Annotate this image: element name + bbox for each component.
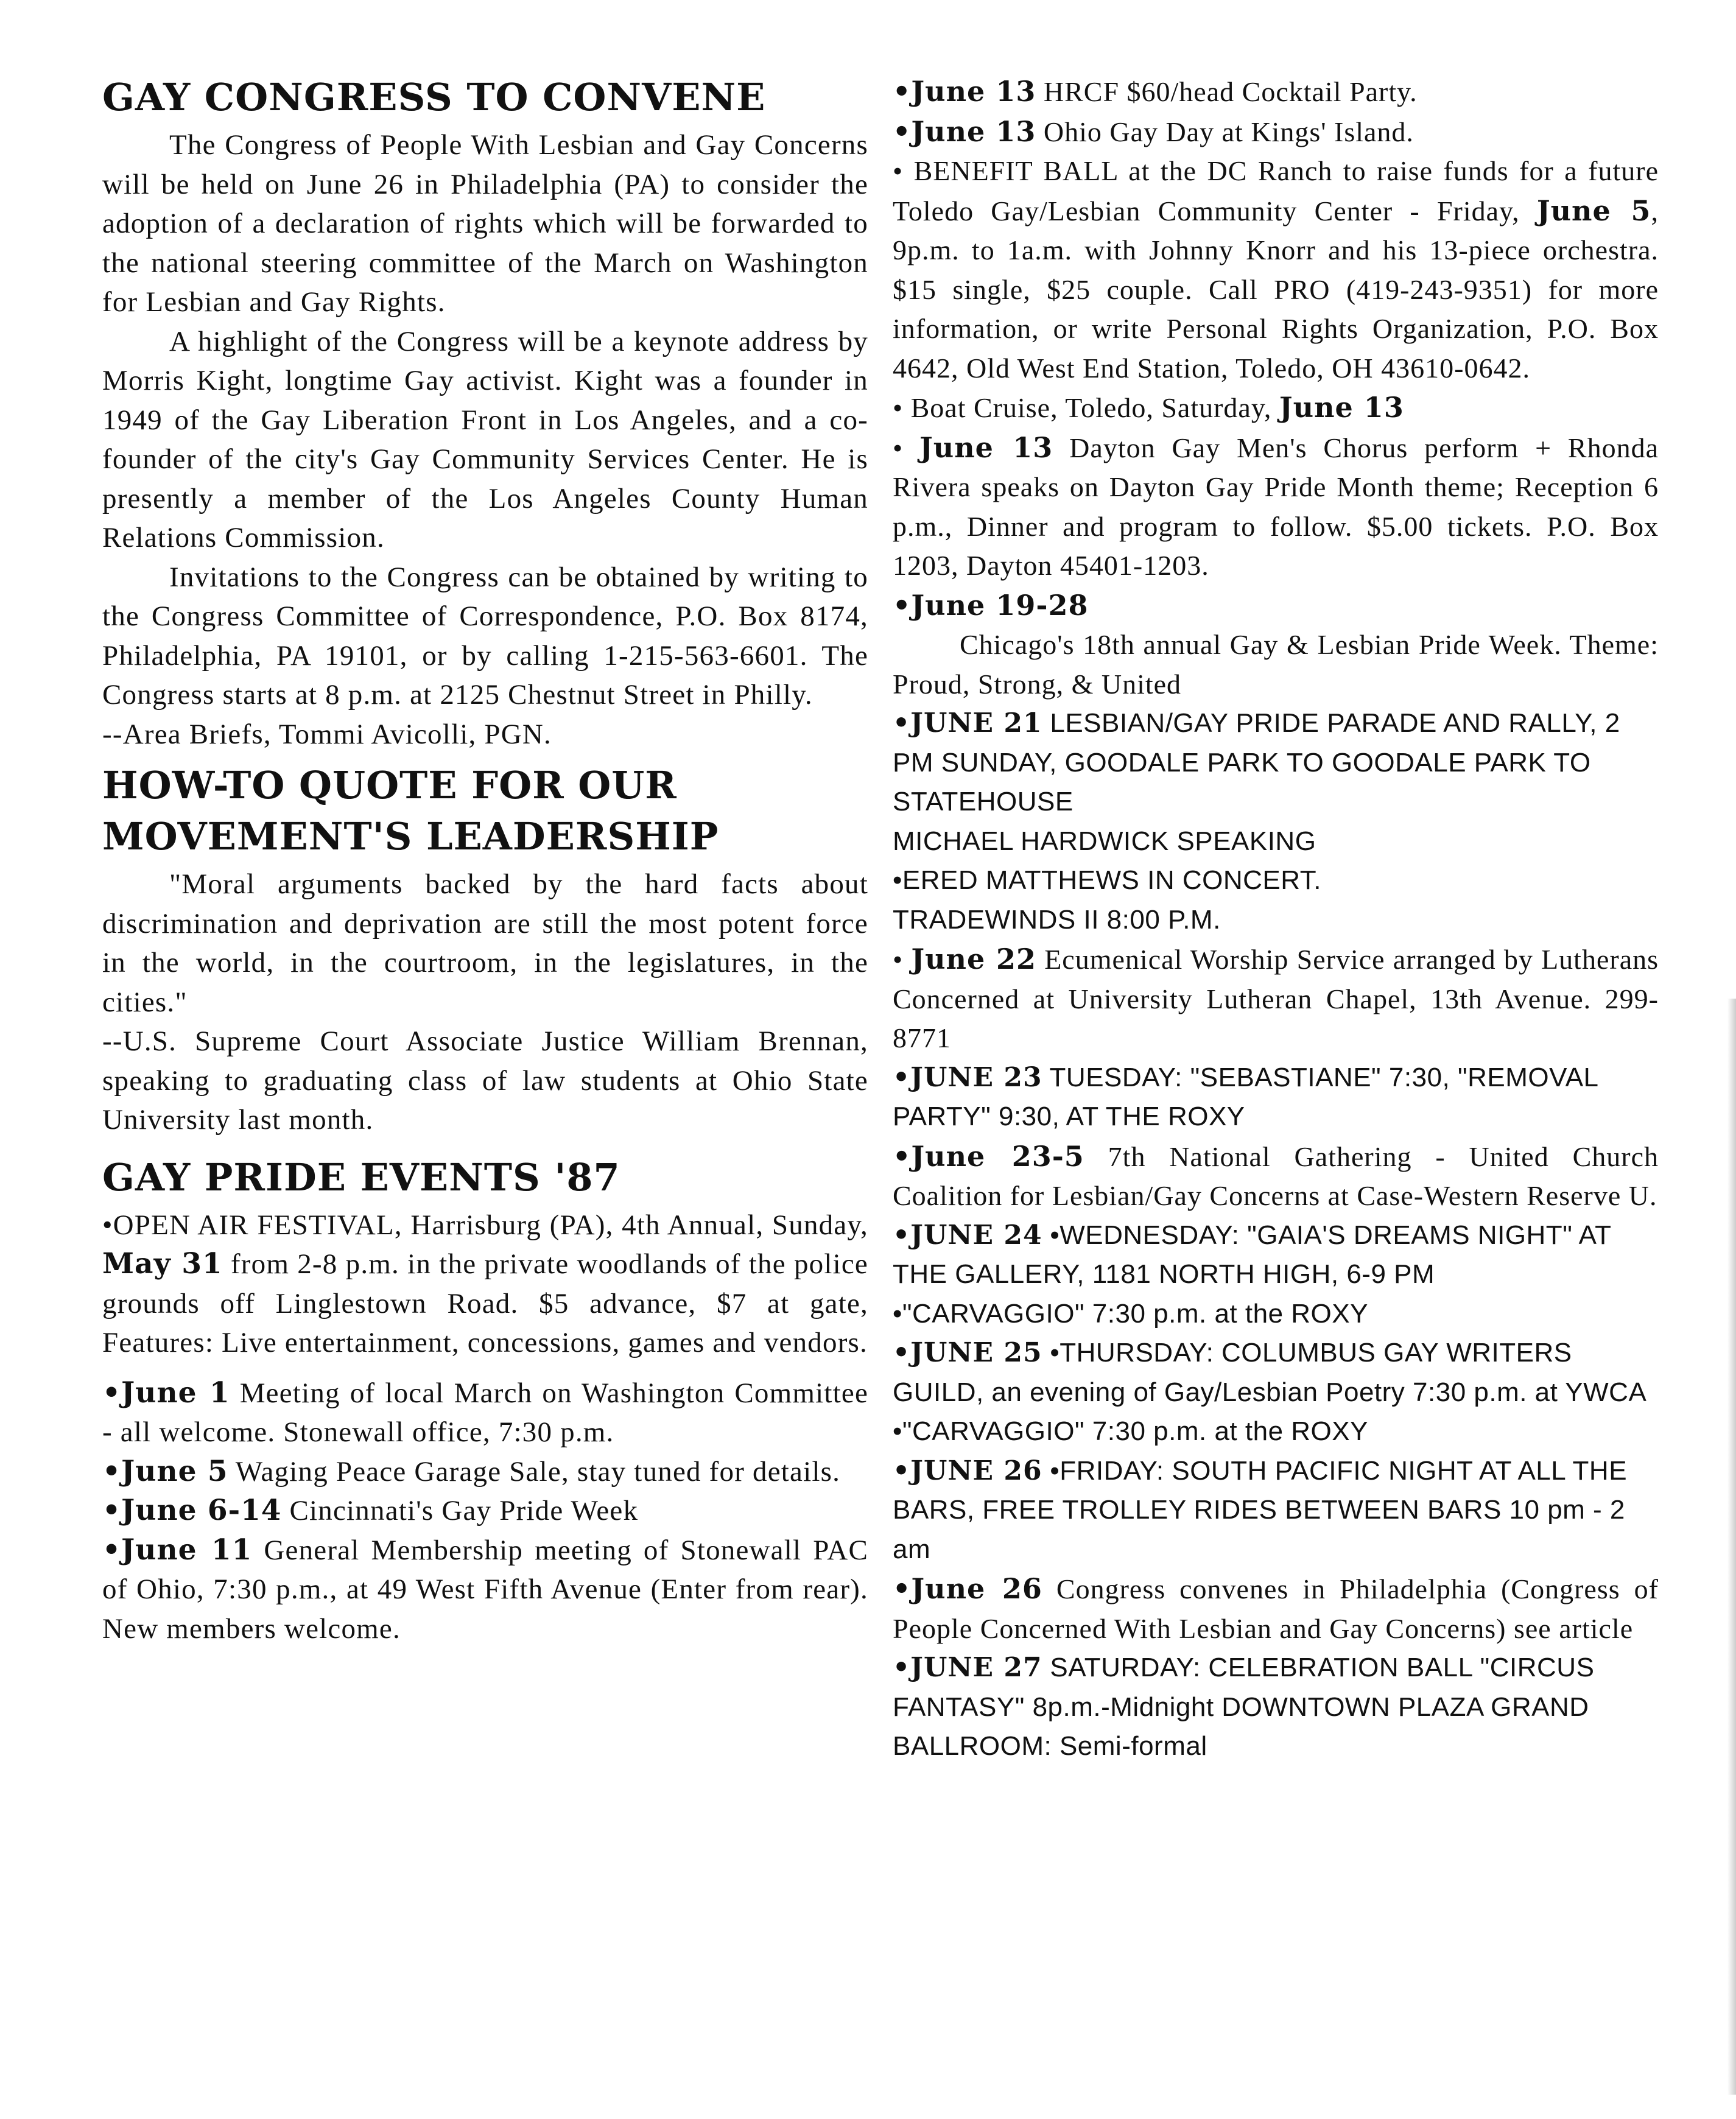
event-text: •FRIDAY: SOUTH PACIFIC NIGHT AT ALL THE BARS, FREE TROLLEY RIDES BETWEEN BARS 10 pm - 2 am	[893, 1455, 1628, 1564]
scan-edge-shadow	[1727, 999, 1736, 2095]
event-date: May 31	[102, 1247, 223, 1281]
event-text: •ERED MATTHEWS IN CONCERT.	[893, 865, 1321, 895]
event-date: •June 23-5	[893, 1139, 1084, 1173]
event-date: •June 13	[893, 114, 1036, 148]
quote-text: "Moral arguments backed by the hard facts about discrimination and deprivation are still the most potent force in the world, in the courtroom, in the legislatures, in the cities."	[102, 868, 868, 1018]
event-text: •WEDNESDAY: "GAIA'S DREAMS NIGHT" AT THE GALLERY, 1181 NORTH HIGH, 6-9 PM	[893, 1220, 1611, 1289]
event-text: Chicago's 18th annual Gay & Lesbian Pride Week. Theme: Proud, Strong, & United	[893, 629, 1659, 700]
event-date: June 5	[1536, 194, 1651, 227]
event-listing	[102, 1531, 868, 1649]
headline-gay-congress: GAY CONGRESS TO CONVENE	[102, 75, 766, 119]
event-listing	[893, 822, 1659, 862]
event-listing	[893, 940, 1659, 1058]
event-date: •JUNE 23	[893, 1061, 1042, 1093]
event-date: •June 11	[102, 1533, 253, 1567]
event-listing	[893, 1412, 1659, 1452]
event-date: June 13	[1279, 391, 1404, 424]
event-text: 7th National Gathering - United Church Coalition for Lesbian/Gay Concerns at Case-Western Reserve U.	[893, 1140, 1659, 1211]
event-text: Waging Peace Garage Sale, stay tuned for details.	[228, 1455, 841, 1488]
event-text: HRCF $60/head Cocktail Party.	[1036, 76, 1418, 107]
event-text: Congress convenes in Philadelphia (Congress of People Concerned With Lesbian and Gay Concerns) see article	[893, 1573, 1659, 1644]
event-text: TUESDAY: "SEBASTIANE" 7:30, "REMOVAL PARTY" 9:30, AT THE ROXY	[893, 1062, 1598, 1131]
event-date: •JUNE 27	[893, 1652, 1042, 1683]
article-credit: --Area Briefs, Tommi Avicolli, PGN.	[102, 718, 552, 750]
event-text: from 2-8 p.m. in the private woodlands of the police grounds off Linglestown Road. $5 advance, $7 at gate, Features: Live entertainment, concessions, games and vendors.	[102, 1248, 868, 1358]
event-text: SATURDAY: CELEBRATION BALL "CIRCUS FANTASY" 8p.m.-Midnight DOWNTOWN PLAZA GRAND BALLROOM: Semi-formal	[893, 1653, 1595, 1761]
event-text: TRADEWINDS II 8:00 P.M.	[893, 904, 1221, 935]
event-text: Ecumenical Worship Service arranged by Lutherans Concerned at University Lutheran Chapel, 13th Avenue. 299-8771	[893, 944, 1659, 1053]
left-column	[102, 72, 868, 1648]
event-listing	[893, 1295, 1659, 1334]
event-listing	[893, 388, 1659, 428]
left-event-list	[102, 1206, 868, 1649]
event-date: •June 13	[893, 75, 1036, 108]
event-listing	[893, 1334, 1659, 1412]
event-listing	[893, 1216, 1659, 1295]
event-text: •OPEN AIR FESTIVAL, Harrisburg (PA), 4th Annual, Sunday,	[102, 1209, 868, 1241]
event-date: •JUNE 24	[893, 1219, 1042, 1251]
event-listing	[893, 861, 1659, 901]
event-listing	[893, 1452, 1659, 1570]
event-listing	[893, 586, 1659, 626]
event-listing	[893, 428, 1659, 586]
headline-pride-events: GAY PRIDE EVENTS '87	[102, 1154, 620, 1200]
event-text: •	[893, 432, 919, 463]
event-date: •JUNE 25	[893, 1337, 1042, 1368]
article-paragraph: Invitations to the Congress can be obtained by writing to the Congress Committee of Correspondence, P.O. Box 8174, Philadelphia, PA 19101, or by calling 1-215-563-6601. The Congress starts at 8 p.m. at 2125 Chestnut Street in Philly.	[102, 561, 868, 711]
article-paragraph: A highlight of the Congress will be a keynote address by Morris Kight, longtime Gay activist. Kight was a founder in 1949 of the Gay Liberation Front in Los Angeles, and a co-founder of the city's Gay Community Services Center. He is presently a member of the Los Angeles County Human Relations Commission.	[102, 325, 868, 553]
event-date: June 13	[919, 430, 1053, 464]
event-text: •"CARVAGGIO" 7:30 p.m. at the ROXY	[893, 1298, 1368, 1329]
event-text: General Membership meeting of Stonewall PAC of Ohio, 7:30 p.m., at 49 West Fifth Avenue (Enter from rear). New members welcome.	[102, 1534, 868, 1645]
event-text: • BENEFIT BALL at the DC Ranch to raise funds for a future Toledo Gay/Lesbian Community Center - Friday,	[893, 155, 1659, 227]
event-date: •JUNE 26	[893, 1455, 1042, 1486]
event-listing	[893, 72, 1659, 112]
event-listing	[893, 1648, 1659, 1766]
event-text: •	[893, 944, 912, 975]
event-text: MICHAEL HARDWICK SPEAKING	[893, 826, 1316, 856]
event-listing	[102, 1206, 868, 1363]
event-text: Meeting of local March on Washington Committee - all welcome. Stonewall office, 7:30 p.m.	[102, 1377, 868, 1448]
event-text: LESBIAN/GAY PRIDE PARADE AND RALLY, 2 PM SUNDAY, GOODALE PARK TO GOODALE PARK TO STATEHOUSE	[893, 708, 1620, 817]
event-listing	[893, 1137, 1659, 1216]
event-text: Ohio Gay Day at Kings' Island.	[1036, 116, 1414, 147]
event-date: June 22	[911, 943, 1036, 975]
event-listing	[893, 704, 1659, 822]
event-date: •June 26	[893, 1572, 1042, 1605]
event-listing	[102, 1491, 868, 1531]
event-date: •JUNE 21	[893, 708, 1042, 739]
event-listing	[893, 1569, 1659, 1648]
event-text: • Boat Cruise, Toledo, Saturday,	[893, 392, 1279, 423]
quote-attribution: --U.S. Supreme Court Associate Justice William Brennan, speaking to graduating class of law students at Ohio State University last month.	[102, 1025, 868, 1136]
event-listing	[893, 152, 1659, 388]
right-event-list	[893, 72, 1659, 1766]
event-text: •THURSDAY: COLUMBUS GAY WRITERS GUILD, an evening of Gay/Lesbian Poetry 7:30 p.m. at YWCA	[893, 1338, 1647, 1407]
event-listing	[102, 1374, 868, 1452]
event-listing	[102, 1452, 868, 1492]
event-listing	[893, 1058, 1659, 1137]
event-listing	[893, 625, 1659, 704]
event-listing	[893, 112, 1659, 152]
event-text: Dayton Gay Men's Chorus perform + Rhonda Rivera speaks on Dayton Gay Pride Month theme; Reception 6 p.m., Dinner and program to follow. $5.00 tickets. P.O. Box 1203, Dayton 45401-1203.	[893, 432, 1659, 581]
article-paragraph: The Congress of People With Lesbian and Gay Concerns will be held on June 26 in Philadelphia (PA) to consider the adoption of a declaration of rights which will be forwarded to the national steering committee of the March on Washington for Lesbian and Gay Rights.	[102, 129, 868, 318]
event-text: , 9p.m. to 1a.m. with Johnny Knorr and his 13-piece orchestra. $15 single, $25 couple. Call PRO (419-243-9351) for more information, or write Personal Rights Organization, P.O. Box 4642, Old West End Station, Toledo, OH 43610-0642.	[893, 195, 1659, 384]
event-date: •June 6-14	[102, 1494, 282, 1527]
event-listing	[893, 901, 1659, 940]
event-date: •June 5	[102, 1454, 228, 1488]
event-date: •June 19-28	[893, 588, 1089, 622]
event-date: •June 1	[102, 1376, 230, 1410]
right-column	[893, 72, 1659, 1766]
event-text: Cincinnati's Gay Pride Week	[281, 1495, 639, 1527]
event-text: •"CARVAGGIO" 7:30 p.m. at the ROXY	[893, 1416, 1368, 1446]
headline-how-to-quote: HOW-TO QUOTE FOR OUR MOVEMENT'S LEADERSHIP	[102, 763, 719, 859]
